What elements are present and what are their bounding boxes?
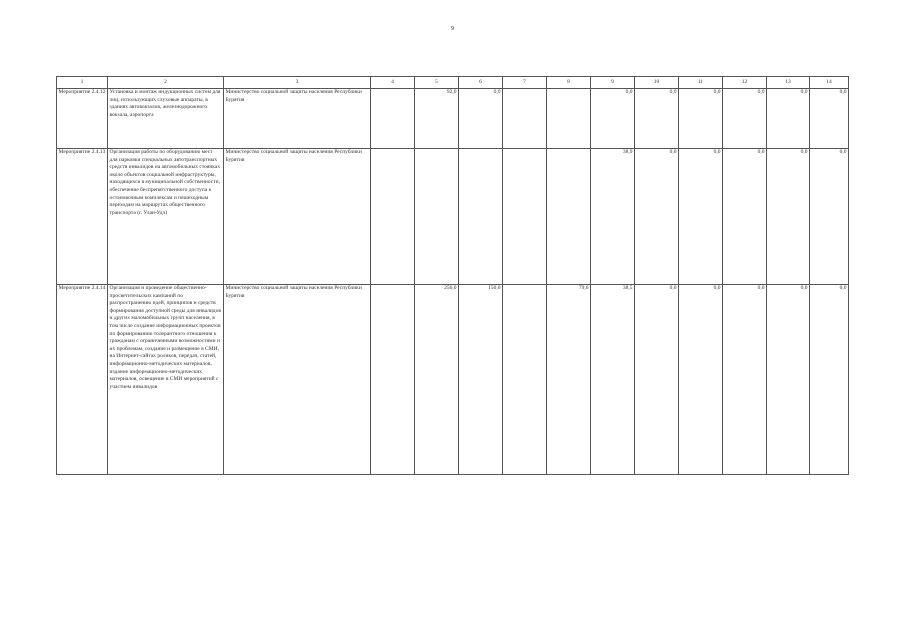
value-cell — [459, 149, 503, 285]
value-cell: 0,0 — [591, 89, 635, 149]
value-cell — [547, 89, 591, 149]
column-header: 4 — [371, 77, 415, 89]
activity-description: Организация работы по оборудованию мест для парковки специальных автотранспортных средств инвалидов на автомобильных стоянках около объектов социальной инфраструктуры, находящихся в муниципальной собственности, обеспечение беспрепятственного доступа к остановочным комплексам и пешеходным переходам на маршрутах общественного транспорта (г. Улан-Удэ) — [108, 149, 224, 285]
activity-code: Мероприятие 2.4.14 — [57, 285, 108, 475]
value-cell: 0,0 — [723, 149, 767, 285]
value-cell: 0,0 — [723, 89, 767, 149]
value-cell — [371, 285, 415, 475]
column-header: 3 — [224, 77, 371, 89]
activity-code: Мероприятие 2.4.13 — [57, 149, 108, 285]
activity-code: Мероприятие 2.4.12 — [57, 89, 108, 149]
value-cell — [371, 89, 415, 149]
value-cell: 0,0 — [679, 149, 723, 285]
value-cell: 38,5 — [591, 285, 635, 475]
activity-description: Установка и монтаж индукционных систем для лиц, использующих слуховые аппараты, в зданиях автовокзалов, железнодорожного вокзала, аэропорта — [108, 89, 224, 149]
program-activities-table — [56, 76, 849, 475]
column-header: 7 — [503, 77, 547, 89]
column-header: 2 — [108, 77, 224, 89]
table-row — [57, 149, 849, 285]
value-cell: 0,0 — [810, 89, 849, 149]
column-header: 10 — [635, 77, 679, 89]
value-cell: 92,0 — [415, 89, 459, 149]
responsible-executor: Министерство социальной защиты населения Республики Бурятия — [224, 285, 371, 475]
column-header: 9 — [591, 77, 635, 89]
column-header: 14 — [810, 77, 849, 89]
column-header: 5 — [415, 77, 459, 89]
value-cell: 0,0 — [459, 89, 503, 149]
table-row — [57, 285, 849, 475]
value-cell: 150,0 — [459, 285, 503, 475]
column-header: 11 — [679, 77, 723, 89]
responsible-executor: Министерство социальной защиты населения Республики Бурятия — [224, 89, 371, 149]
value-cell: 0,0 — [635, 149, 679, 285]
value-cell: 0,0 — [767, 285, 810, 475]
value-cell: 0,0 — [767, 149, 810, 285]
column-header: 13 — [767, 77, 810, 89]
value-cell: 0,0 — [635, 89, 679, 149]
value-cell: 0,0 — [635, 285, 679, 475]
value-cell: 79,6 — [547, 285, 591, 475]
page-number: 9 — [451, 26, 454, 32]
table-row — [57, 89, 849, 149]
value-cell — [547, 149, 591, 285]
value-cell: 0,0 — [810, 149, 849, 285]
value-cell: 0,0 — [679, 89, 723, 149]
value-cell: 0,0 — [767, 89, 810, 149]
value-cell — [415, 149, 459, 285]
value-cell — [503, 89, 547, 149]
value-cell — [371, 149, 415, 285]
value-cell: 256,0 — [415, 285, 459, 475]
column-header: 12 — [723, 77, 767, 89]
column-header: 1 — [57, 77, 108, 89]
responsible-executor: Министерство социальной защиты населения Республики Бурятия — [224, 149, 371, 285]
value-cell: 38,9 — [591, 149, 635, 285]
column-header: 6 — [459, 77, 503, 89]
value-cell: 0,0 — [810, 285, 849, 475]
value-cell — [503, 149, 547, 285]
column-header: 8 — [547, 77, 591, 89]
header-row — [57, 77, 849, 89]
value-cell: 0,0 — [723, 285, 767, 475]
value-cell — [503, 285, 547, 475]
activity-description: Организация и проведение общественно-просветительских кампаний по распространению идей, принципов и средств формирования доступной среды для инвалидов и других маломобильных групп населения, в том числе создание информационных проектов по формированию толерантного отношения к гражданам с ограниченными возможностями и их проблемам, создание и размещение в СМИ, на Интернет-сайтах роликов, передач, статей, информационно-методических материалов, издание информационно-методических материалов, освещение в СМИ мероприятий с участием инвалидов — [108, 285, 224, 475]
value-cell: 0,0 — [679, 285, 723, 475]
